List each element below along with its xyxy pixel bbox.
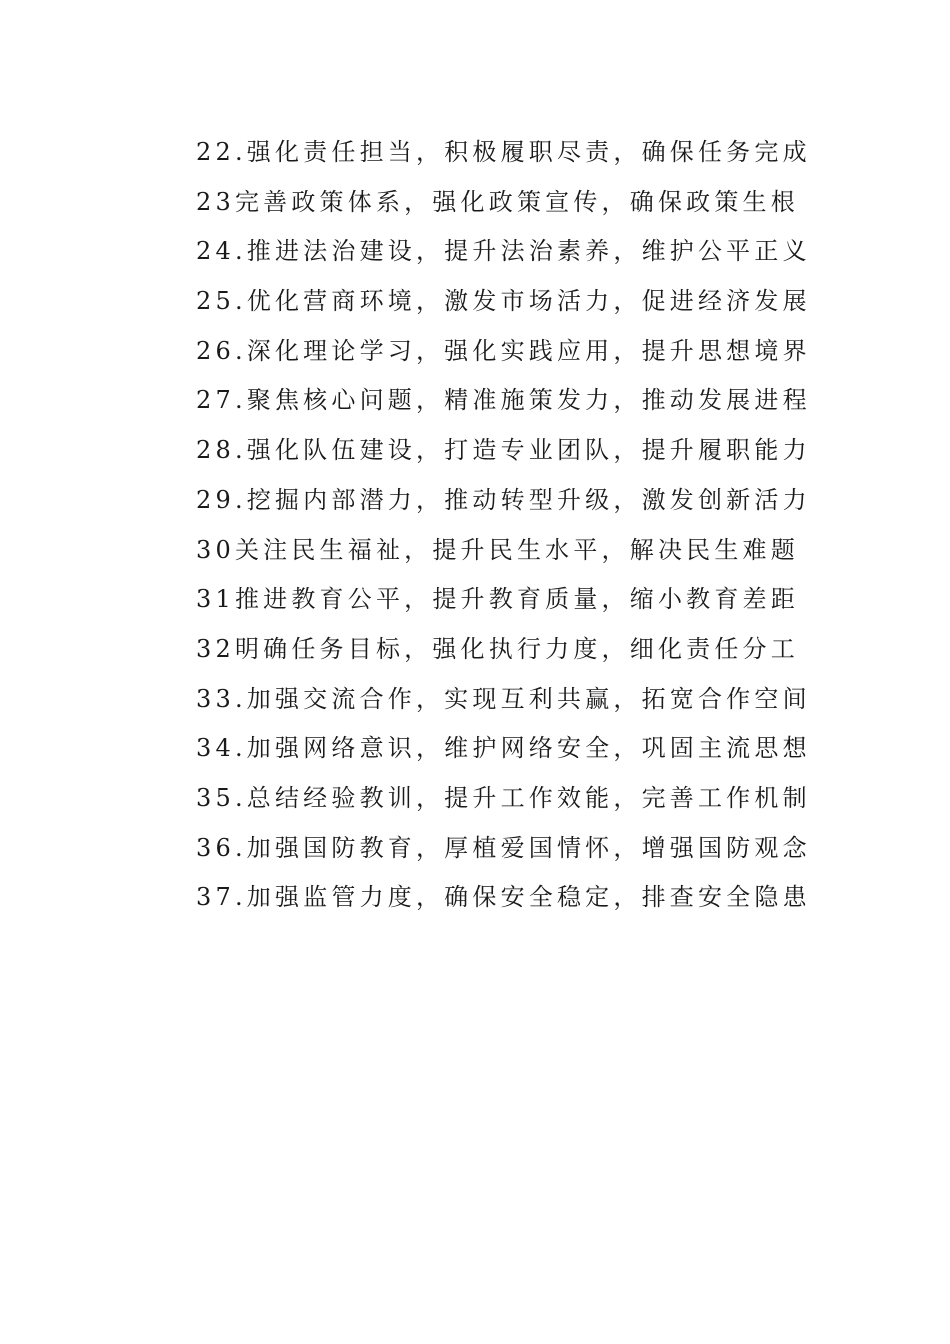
slogan-line-32: 32明确任务目标，强化执行力度，细化责任分工 [196,634,799,663]
slogan-line-36: 36.加强国防教育，厚植爱国情怀，增强国防观念 [196,833,811,862]
slogan-line-24: 24.推进法治建设，提升法治素养，维护公平正义 [196,237,811,266]
slogan-line-23: 23完善政策体系，强化政策宣传，确保政策生根 [196,187,799,216]
slogan-line-27: 27.聚焦核心问题，精准施策发力，推动发展进程 [196,386,811,415]
slogan-line-33: 33.加强交流合作，实现互利共赢，拓宽合作空间 [196,684,811,713]
slogan-line-34: 34.加强网络意识，维护网络安全，巩固主流思想 [196,734,811,763]
slogan-line-29: 29.挖掘内部潜力，推动转型升级，激发创新活力 [196,485,811,514]
slogan-line-26: 26.深化理论学习，强化实践应用，提升思想境界 [196,336,811,365]
slogan-line-25: 25.优化营商环境，激发市场活力，促进经济发展 [196,287,811,316]
slogan-line-28: 28.强化队伍建设，打造专业团队，提升履职能力 [196,436,811,465]
slogan-line-30: 30关注民生福祉，提升民生水平，解决民生难题 [196,535,799,564]
slogan-line-37: 37.加强监管力度，确保安全稳定，排查安全隐患 [196,883,811,912]
slogan-line-22: 22.强化责任担当，积极履职尽责，确保任务完成 [196,138,811,166]
slogan-line-35: 35.总结经验教训，提升工作效能，完善工作机制 [196,783,811,812]
slogan-list [196,130,811,925]
slogan-line-31: 31推进教育公平，提升教育质量，缩小教育差距 [196,585,799,614]
